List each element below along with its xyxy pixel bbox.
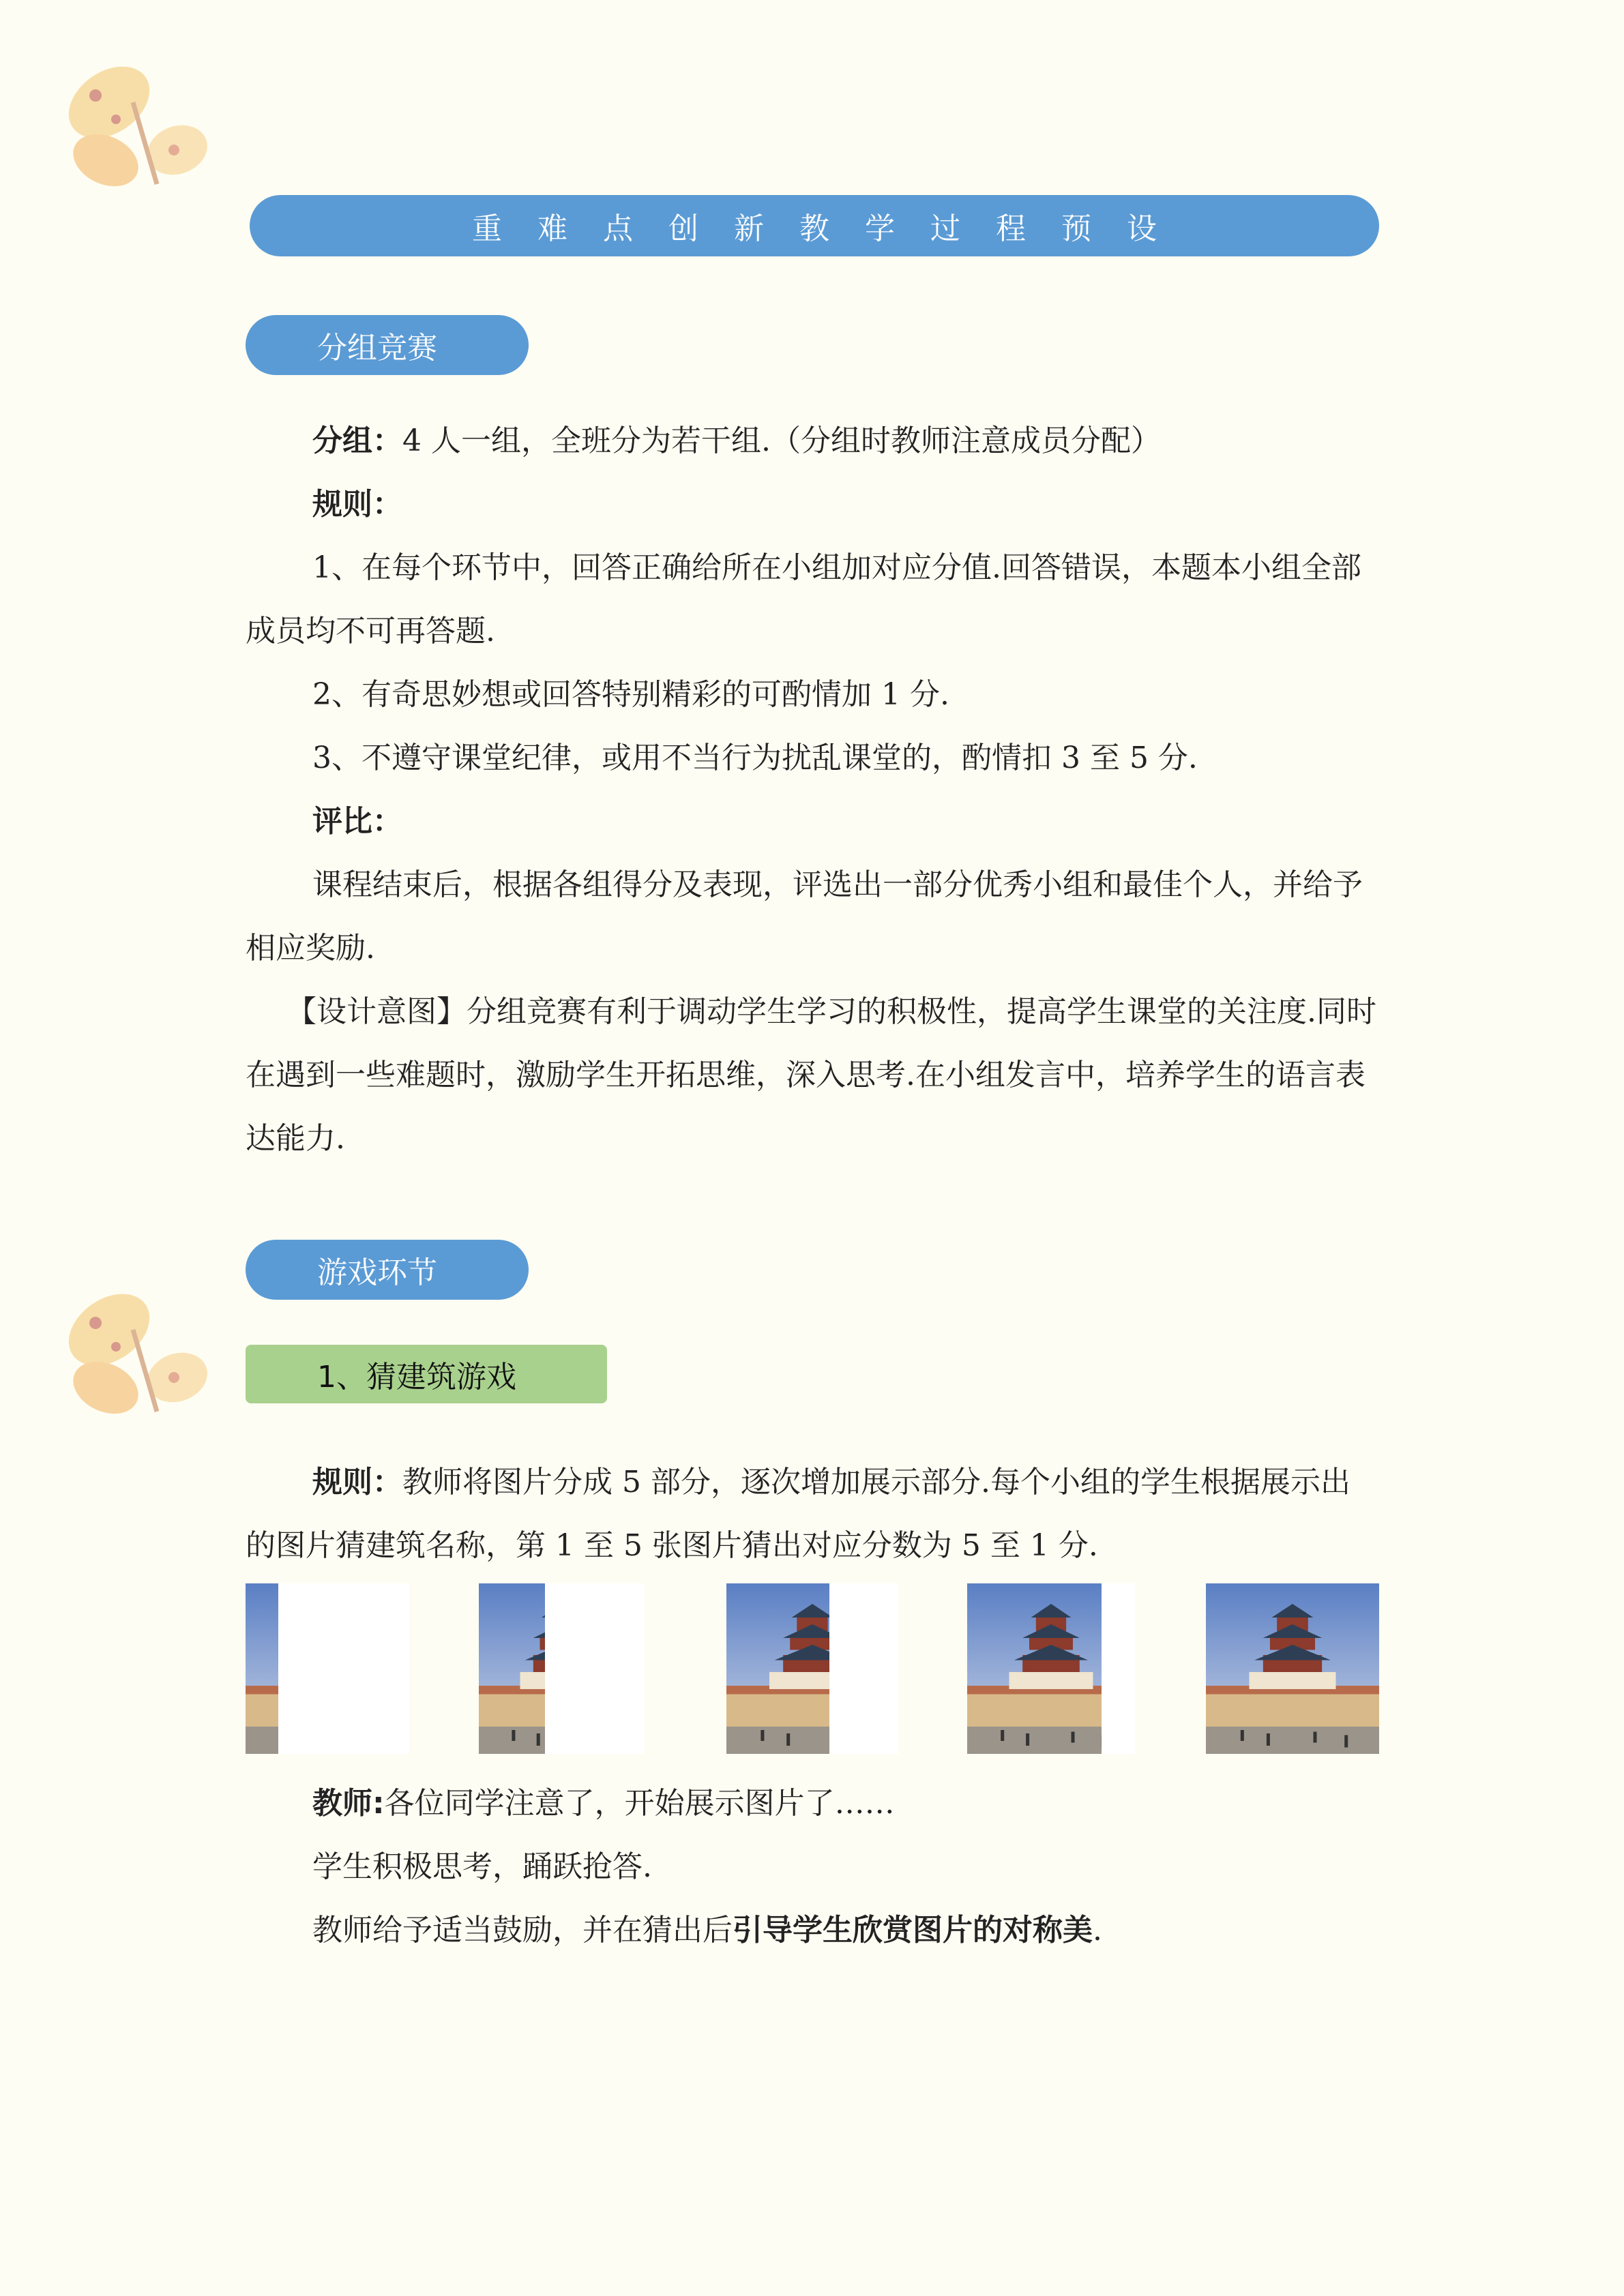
evaluation-text: 课程结束后，根据各组得分及表现，评选出一部分优秀小组和最佳个人，并给予相应奖励. bbox=[246, 867, 1363, 966]
section-title-banner: 重难点创新教学过程预设 bbox=[250, 195, 1379, 256]
student-line: 学生积极思考，踊跃抢答. bbox=[312, 1849, 652, 1884]
design-intent: 【设计意图】分组竞赛有利于调动学生学习的积极性，提高学生课堂的关注度.同时在遇到一些难题时，激励学生开拓思维，深入思考.在小组发言中，培养学生的语言表达能力. bbox=[246, 994, 1376, 1156]
building-picture-5[interactable] bbox=[1206, 1583, 1379, 1754]
building-picture-2[interactable] bbox=[479, 1583, 644, 1754]
teacher-text: 各位同学注意了，开始展示图片了…… bbox=[384, 1786, 895, 1821]
building-picture-4[interactable] bbox=[967, 1583, 1135, 1754]
game-tag-guess-building: 1、猜建筑游戏 bbox=[246, 1345, 607, 1403]
building-picture-3[interactable] bbox=[726, 1583, 898, 1754]
section-pill-game: 游戏环节 bbox=[246, 1240, 529, 1300]
grouping-paragraph bbox=[246, 409, 1379, 473]
game-rules-text: 教师将图片分成 5 部分，逐次增加展示部分.每个小组的学生根据展示出的图片猜建筑名称，第 1 至 5 张图片猜出对应分数为 5 至 1 分. bbox=[246, 1465, 1350, 1563]
final-text-end: . bbox=[1093, 1913, 1102, 1948]
grouping-label: 分组： bbox=[312, 423, 402, 458]
butterfly-icon bbox=[55, 1275, 218, 1439]
evaluation-label: 评比： bbox=[312, 804, 402, 839]
rule-2: 2、有奇思妙想或回答特别精彩的可酌情加 1 分. bbox=[312, 677, 949, 712]
final-line bbox=[246, 1898, 1379, 1962]
building-picture-1[interactable] bbox=[246, 1583, 409, 1754]
grouping-text: 4 人一组，全班分为若干组.（分组时教师注意成员分配） bbox=[402, 423, 1161, 458]
section-pill-group-competition: 分组竞赛 bbox=[246, 315, 529, 375]
rules-label: 规则： bbox=[312, 487, 402, 522]
teacher-line bbox=[246, 1772, 1379, 1835]
teacher-label: 教师: bbox=[312, 1786, 385, 1821]
final-text-bold: 引导学生欣赏图片的对称美 bbox=[733, 1913, 1093, 1948]
game-rules-label: 规则： bbox=[312, 1465, 402, 1500]
game-rules-paragraph bbox=[246, 1450, 1379, 1577]
final-text-plain: 教师给予适当鼓励，并在猜出后 bbox=[312, 1913, 733, 1948]
butterfly-icon bbox=[55, 48, 218, 211]
rule-1: 1、在每个环节中，回答正确给所在小组加对应分值.回答错误，本题本小组全部成员均不可再答题. bbox=[246, 550, 1361, 648]
rule-3: 3、不遵守课堂纪律，或用不当行为扰乱课堂的，酌情扣 3 至 5 分. bbox=[312, 741, 1198, 775]
